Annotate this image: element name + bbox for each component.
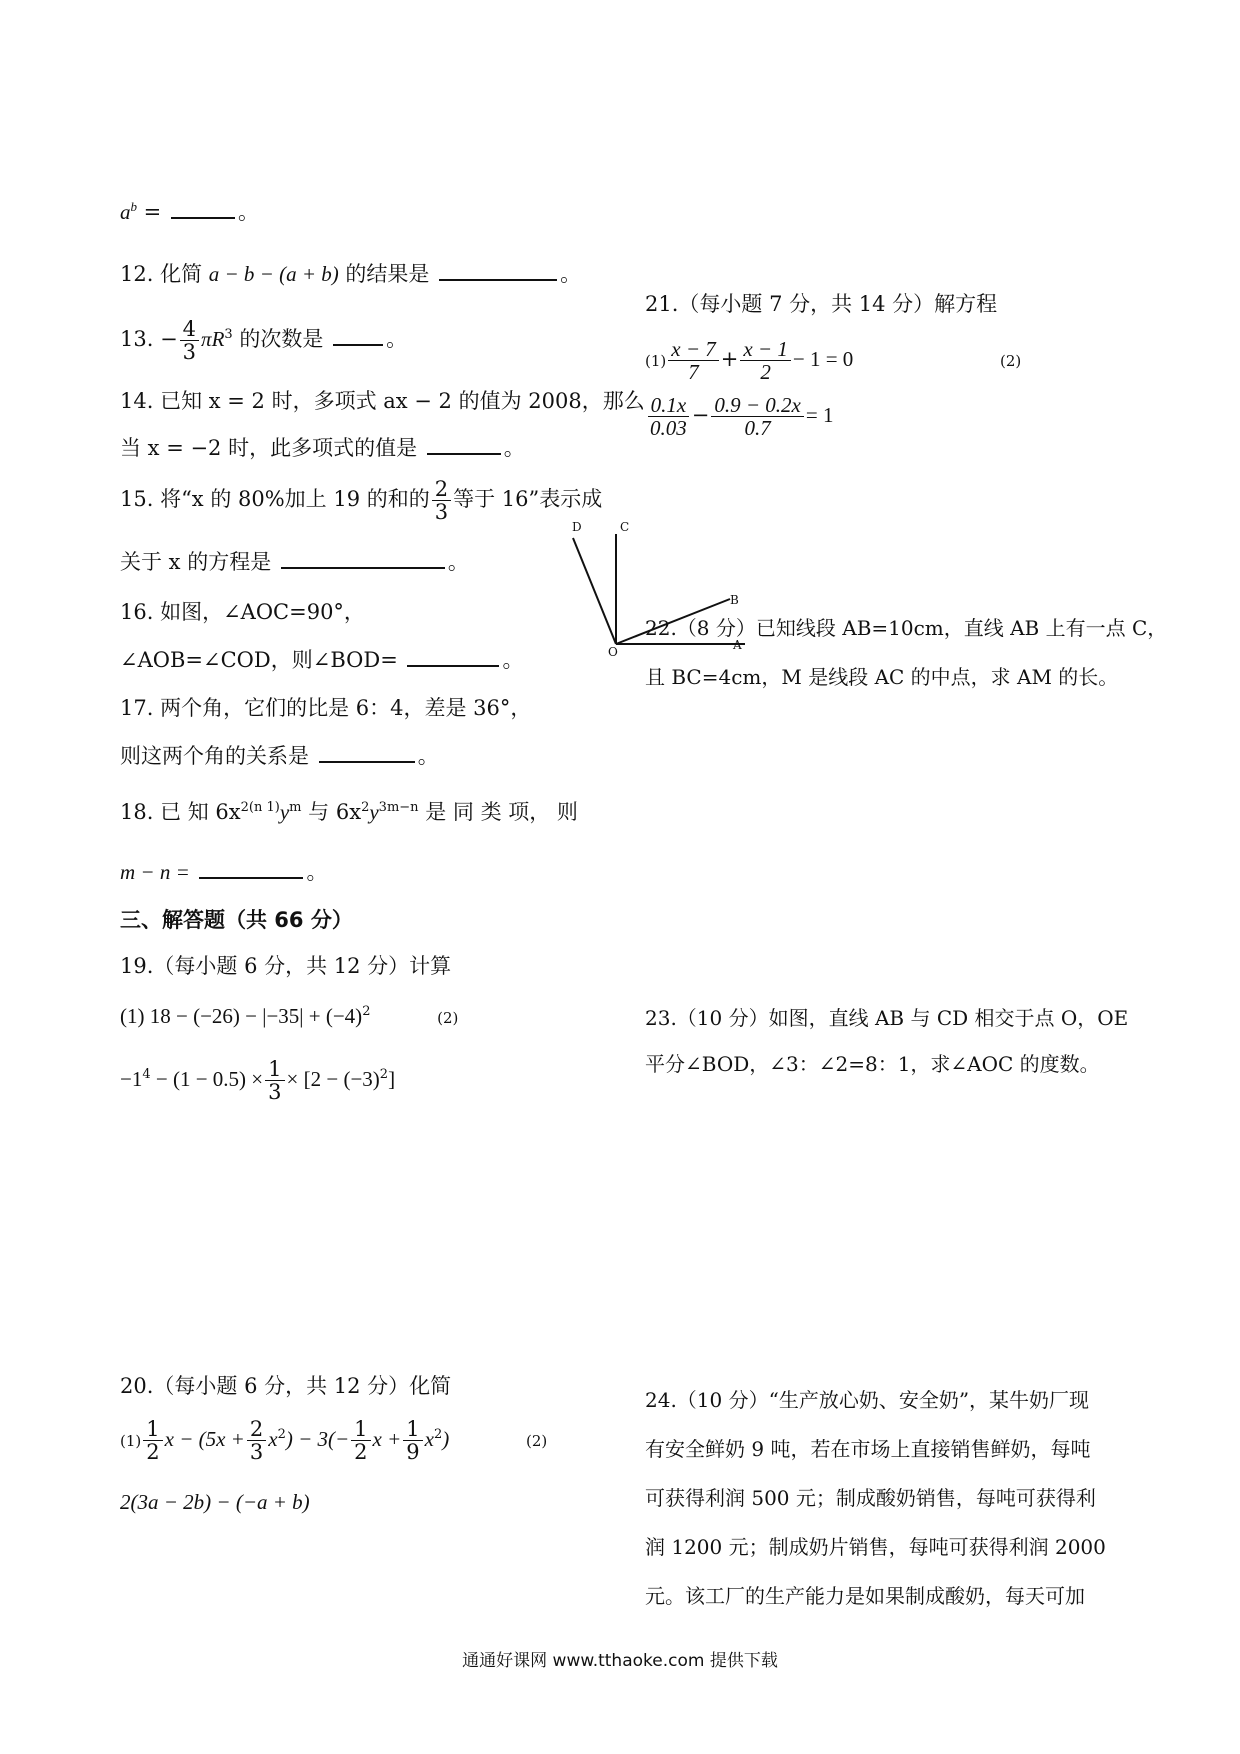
q21-part2 xyxy=(645,394,833,439)
q20-ff-num: 1 xyxy=(351,1418,370,1441)
q21-n2: x − 1 xyxy=(740,338,791,361)
q20-part1 xyxy=(120,1418,547,1463)
q19-p2c: × [2 − (−3) xyxy=(286,1067,380,1092)
q11-eq: = xyxy=(137,200,162,224)
q18-sup1: 2(n 1) xyxy=(240,800,280,815)
q21-frac1 xyxy=(668,338,719,383)
footer: 通通好课网 www.tthaoke.com 提供下载 xyxy=(462,1651,778,1671)
q18-sup4: 3m−n xyxy=(378,800,419,815)
q21-d1: 7 xyxy=(688,360,699,385)
q23-line1: 23.（10 分）如图，直线 AB 与 CD 相交于点 O，OE xyxy=(645,1006,1129,1030)
q19-part1 xyxy=(120,1004,458,1029)
q17-line1: 17. 两个角，它们的比是 6：4，差是 36°， xyxy=(120,696,532,720)
angle-figure xyxy=(560,515,760,665)
q18-mid2: 与 6x xyxy=(301,800,362,824)
q21-tail1: − 1 = 0 xyxy=(792,347,854,372)
q13-label: 13. − xyxy=(120,327,178,352)
q15-line1 xyxy=(120,478,602,523)
q15-line2-text: 关于 x 的方程是 xyxy=(120,550,272,574)
q13-mid: 的次数是 xyxy=(232,327,324,352)
q21-d3: 0.03 xyxy=(650,416,687,441)
q19-p2-label: (2) xyxy=(437,1009,459,1027)
q16-line1: 16. 如图，∠AOC=90°， xyxy=(120,600,365,624)
q21-plus: + xyxy=(720,347,739,372)
q21-n3: 0.1x xyxy=(648,394,690,417)
q13-expr: πR xyxy=(201,327,225,352)
q16-line2 xyxy=(120,644,523,674)
q11-end: 。 xyxy=(237,200,259,224)
q19-p2b: − (1 − 0.5) × xyxy=(150,1067,264,1092)
q13-num: 4 xyxy=(180,318,199,341)
q17-line2 xyxy=(120,740,439,770)
q18-line2 xyxy=(120,856,327,886)
q20-part2 xyxy=(120,1490,310,1515)
q15-end: 。 xyxy=(447,550,469,574)
q20-frac-h xyxy=(403,1418,422,1463)
q13-den: 3 xyxy=(182,340,197,365)
label-a: A xyxy=(733,638,742,652)
label-c: C xyxy=(620,520,630,534)
q20-p1d: x xyxy=(268,1427,278,1452)
q24-line4: 润 1200 元；制成奶片销售，每吨可获得利润 2000 xyxy=(645,1535,1106,1559)
q21-frac4 xyxy=(711,394,804,439)
q19-p1-expr: (1) 18 − (−26) − |−35| + (−4) xyxy=(120,1004,363,1028)
q18-sup3: 2 xyxy=(361,800,370,815)
q20-p1b: x − (5x + xyxy=(164,1427,245,1452)
q21-n1: x − 7 xyxy=(668,338,719,361)
q18-line1 xyxy=(120,796,578,826)
q12-label: 12. 化简 xyxy=(120,262,209,286)
q15-pre: 15. 将“x 的 80%加上 19 的和的 xyxy=(120,487,430,512)
q20-fh-num: 1 xyxy=(403,1418,422,1441)
q18-part1: 18. 已 知 6x xyxy=(120,800,241,824)
q19-p2-sup2: 2 xyxy=(379,1067,389,1083)
label-d: D xyxy=(572,520,582,534)
q19-frac-num: 1 xyxy=(265,1058,284,1081)
q19-frac-den: 3 xyxy=(268,1080,282,1105)
q20-frac-a xyxy=(143,1418,162,1463)
q16-line2-text: ∠AOB=∠COD，则∠BOD= xyxy=(120,648,398,672)
q20-fa-num: 1 xyxy=(143,1418,162,1441)
q17-line2-text: 则这两个角的关系是 xyxy=(120,744,309,768)
q13-frac xyxy=(180,318,199,363)
q21-tail2: = 1 xyxy=(805,403,834,428)
q18-line2-text: m − n = xyxy=(120,860,190,884)
q20-frac-f xyxy=(351,1418,370,1463)
q13-end: 。 xyxy=(386,327,408,352)
label-b: B xyxy=(730,593,739,607)
q24-line5: 元。该工厂的生产能力是如果制成酸奶，每天可加 xyxy=(645,1584,1085,1608)
q20-p1g: x + xyxy=(372,1427,402,1452)
q15-blank[interactable] xyxy=(281,547,445,569)
q19-p2d: ] xyxy=(388,1067,396,1092)
q21-minus: − xyxy=(691,403,710,428)
q14-blank[interactable] xyxy=(427,433,501,455)
q11-blank[interactable] xyxy=(171,197,235,219)
q14-end: 。 xyxy=(503,436,525,460)
section3-heading: 三、解答题（共 66 分） xyxy=(120,908,353,932)
q20-fc-num: 2 xyxy=(247,1418,266,1441)
q20-fc-den: 3 xyxy=(249,1440,264,1465)
q24-line3: 可获得利润 500 元；制成酸奶销售，每吨可获得利 xyxy=(645,1486,1096,1510)
q20-p1j: ) xyxy=(442,1427,450,1452)
q18-sup2: m xyxy=(289,800,302,815)
q12 xyxy=(120,258,581,288)
q15-line2 xyxy=(120,546,469,576)
q20-fa-den: 2 xyxy=(146,1440,160,1465)
label-o: O xyxy=(608,645,618,659)
q19-title: 19.（每小题 6 分，共 12 分）计算 xyxy=(120,954,452,978)
q20-p1i: x xyxy=(424,1427,434,1452)
q13 xyxy=(120,318,407,363)
q11-answer-line xyxy=(120,196,259,226)
q18-mid1: y xyxy=(279,800,290,824)
q20-frac-c xyxy=(247,1418,266,1463)
q11-sup: b xyxy=(130,199,137,214)
q21-part1 xyxy=(645,338,1021,383)
q20-p1d-sup: 2 xyxy=(277,1427,286,1443)
q20-p2-label: (2) xyxy=(525,1432,548,1451)
q21-n4: 0.9 − 0.2x xyxy=(711,394,804,417)
q22-line1: 22.（8 分）已知线段 AB=10cm，直线 AB 上有一点 C， xyxy=(645,616,1168,640)
q18-end: 。 xyxy=(306,860,328,884)
q21-frac3 xyxy=(647,394,690,439)
q17-blank[interactable] xyxy=(319,741,415,763)
q20-p1-label: (1) xyxy=(120,1432,142,1451)
q14-line1: 14. 已知 x = 2 时，多项式 ax − 2 的值为 2008，那么 xyxy=(120,389,645,413)
q21-d2: 2 xyxy=(760,360,771,385)
q24-line1: 24.（10 分）“生产放心奶、安全奶”，某牛奶厂现 xyxy=(645,1388,1090,1412)
q22-line2: 且 BC=4cm，M 是线段 AC 的中点，求 AM 的长。 xyxy=(645,665,1119,689)
q21-title: 21.（每小题 7 分，共 14 分）解方程 xyxy=(645,292,998,316)
ray-od xyxy=(573,538,616,644)
q19-part2 xyxy=(120,1058,395,1103)
q23-line2: 平分∠BOD，∠3：∠2=8：1，求∠AOC 的度数。 xyxy=(645,1052,1100,1076)
q13-blank[interactable] xyxy=(333,324,383,346)
q15-den: 3 xyxy=(434,500,449,525)
q12-mid: 的结果是 xyxy=(338,262,430,286)
q16-blank[interactable] xyxy=(407,645,499,667)
q16-end: 。 xyxy=(502,648,524,672)
q12-expr: a − b − (a + b) xyxy=(208,262,339,286)
q19-p2a: −1 xyxy=(120,1067,143,1092)
q14-line2 xyxy=(120,432,525,462)
q11-expr: a xyxy=(120,200,131,224)
q20-p1e: ) − 3(− xyxy=(285,1427,350,1452)
q19-p1-sup: 2 xyxy=(362,1004,371,1019)
q15-num: 2 xyxy=(432,478,451,501)
q12-blank[interactable] xyxy=(439,259,557,281)
q17-end: 。 xyxy=(417,744,439,768)
q20-p1i-sup: 2 xyxy=(434,1427,443,1443)
q21-frac2 xyxy=(740,338,791,383)
q19-p2-sup: 4 xyxy=(142,1067,151,1083)
q15-frac xyxy=(432,478,451,523)
q15-post: 等于 16”表示成 xyxy=(453,487,603,512)
q14-line2-text: 当 x = −2 时，此多项式的值是 xyxy=(120,436,418,460)
q20-p2-expr: 2(3a − 2b) − (−a + b) xyxy=(120,1490,310,1514)
q24-line2: 有安全鲜奶 9 吨，若在市场上直接销售鲜奶，每吨 xyxy=(645,1437,1091,1461)
q18-mid3: y xyxy=(369,800,379,824)
q21-p2-label: (2) xyxy=(999,352,1022,371)
q20-title: 20.（每小题 6 分，共 12 分）化简 xyxy=(120,1374,452,1398)
q18-tail: 是 同 类 项， 则 xyxy=(418,800,578,824)
q21-d4: 0.7 xyxy=(744,416,771,441)
q13-sup: 3 xyxy=(224,327,233,343)
q20-ff-den: 2 xyxy=(354,1440,368,1465)
q21-p1-label: (1) xyxy=(645,352,667,371)
q18-blank[interactable] xyxy=(199,857,303,879)
q19-frac xyxy=(265,1058,284,1103)
q12-end: 。 xyxy=(560,262,582,286)
q20-fh-den: 9 xyxy=(406,1440,420,1465)
